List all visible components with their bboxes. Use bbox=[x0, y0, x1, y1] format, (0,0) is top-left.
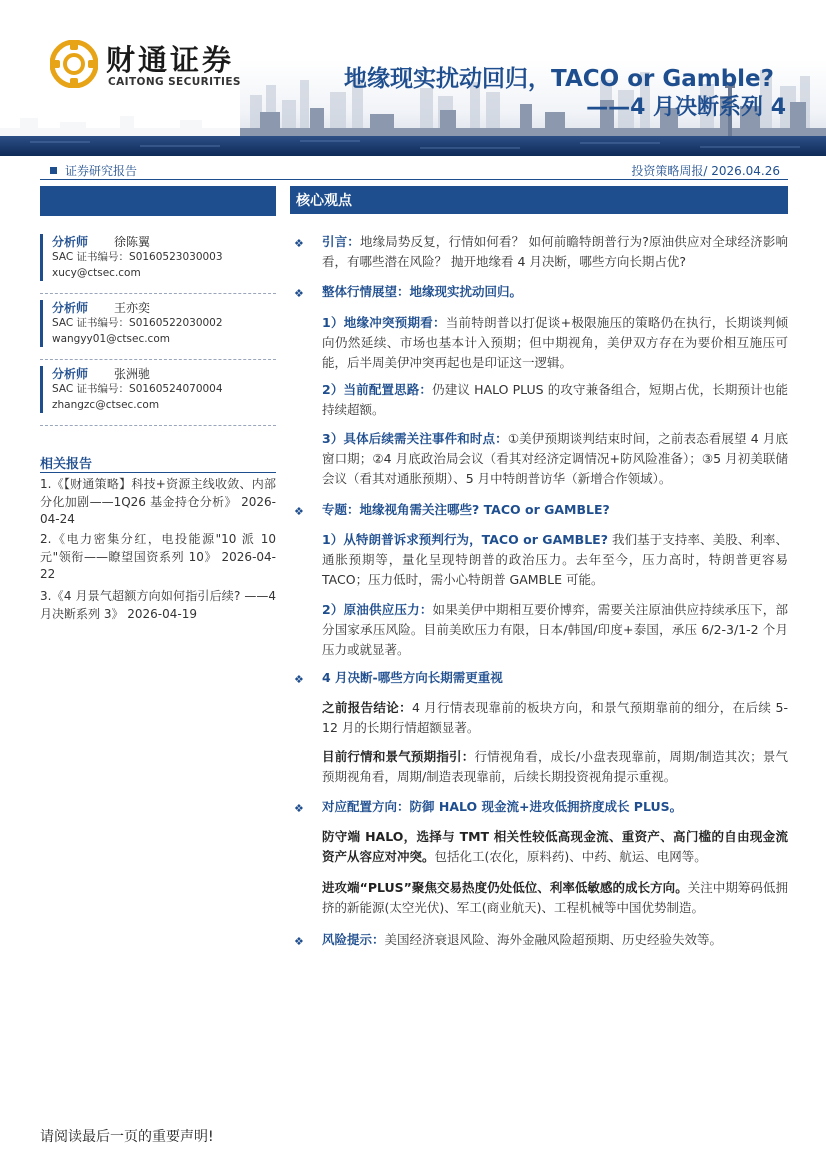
section1-p1-heading: 1）地缘冲突预期看： bbox=[322, 315, 446, 330]
diamond-bullet-icon: ❖ bbox=[294, 237, 304, 250]
analyst-email[interactable]: xucy@ctsec.com bbox=[52, 266, 141, 279]
section1-paragraph-2 bbox=[322, 380, 788, 420]
core-views-title: 核心观点 bbox=[296, 193, 352, 209]
analyst-name: 王亦奕 bbox=[114, 301, 151, 315]
related-report-item[interactable]: 3.《4 月景气超额方向如何指引后续? ——4 月决断系列 3》 2026-04-19 bbox=[40, 589, 276, 621]
analyst-card bbox=[40, 366, 276, 413]
section2-p1-heading: 1）从特朗普诉求预判行为，TACO or GAMBLE? bbox=[322, 532, 608, 547]
diamond-bullet-icon: ❖ bbox=[294, 673, 304, 686]
section-heading bbox=[322, 797, 788, 817]
section1-paragraph-3 bbox=[322, 429, 788, 489]
section3-p1-text: 4 月行情表现靠前的板块方向，和景气预期靠前的细分，在后续 5-12 月的长期行情超额显著。 bbox=[322, 700, 788, 735]
analyst-email[interactable]: wangyy01@ctsec.com bbox=[52, 332, 170, 345]
left-header-bar bbox=[40, 186, 276, 216]
analyst-sac: SAC 证书编号：S0160522030002 bbox=[52, 317, 223, 329]
section1-p1-text: 当前特朗普以打促谈+极限施压的策略仍在执行，长期谈判倾向仍然延续、市场也基本计入预期；但中期视角，美伊双方存在为要价相互施压可能，后半周美伊冲突再起也是印证这一逻辑。 bbox=[322, 315, 788, 370]
footer-disclaimer: 请阅读最后一页的重要声明! bbox=[40, 1129, 214, 1145]
report-type-label: 证券研究报告 bbox=[65, 164, 138, 178]
related-reports-title: 相关报告 bbox=[40, 457, 93, 472]
section2-paragraph-2 bbox=[322, 600, 788, 660]
analyst-divider bbox=[40, 425, 276, 427]
related-report-item[interactable]: 2.《电力密集分红，电投能源"10 派 10 元"领衔——瞭望国资系列 10》 2026-04-22 bbox=[40, 532, 276, 581]
section3-p2-text: 行情视角看，成长/小盘表现靠前，周期/制造其次；景气预期视角看，周期/制造表现靠前，后续长期投资视角提示重视。 bbox=[322, 749, 788, 784]
analyst-divider bbox=[40, 293, 276, 295]
diamond-bullet-icon: ❖ bbox=[294, 802, 304, 815]
analyst-email[interactable]: zhangzc@ctsec.com bbox=[52, 398, 160, 411]
risk-paragraph bbox=[322, 930, 788, 950]
intro-text: 地缘局势反复，行情如何看？ 如何前瞻特朗普行为?原油供应对全球经济影响看，有哪些潜在风险？ 抛开地缘看 4 月决断，哪些方向长期占优? bbox=[322, 234, 788, 269]
analyst-role: 分析师 bbox=[52, 301, 89, 315]
core-views-bar bbox=[290, 186, 788, 214]
risk-heading: 风险提示： bbox=[322, 932, 385, 947]
related-reports-divider bbox=[40, 472, 276, 473]
risk-text: 美国经济衰退风险、海外金融风险超预期、历史经验失效等。 bbox=[384, 932, 723, 947]
section1-p2-text: 仍建议 HALO PLUS 的攻守兼备组合，短期占优，长期预计也能持续超额。 bbox=[322, 382, 788, 417]
header-divider bbox=[40, 179, 788, 180]
diamond-bullet-icon: ❖ bbox=[294, 287, 304, 300]
section1-p2-heading: 2）当前配置思路： bbox=[322, 382, 433, 397]
section3-p2-heading: 目前行情和景气预期指引： bbox=[322, 749, 475, 764]
section4-p1-heading: 防守端 HALO，选择与 TMT 相关性较低高现金流、重资产、高门槛的自由现金流资产从容应对冲突。 bbox=[322, 829, 788, 864]
section4-p2-text: 关注中期筹码低拥挤的新能源(太空光伏)、军工(商业航天)、工程机械等中国优势制造。 bbox=[322, 880, 788, 915]
related-report-item[interactable]: 1.《【财通策略】科技+资源主线收敛、内部分化加剧——1Q26 基金持仓分析》 2026-04-24 bbox=[40, 477, 276, 526]
caitong-logo-icon bbox=[50, 40, 98, 88]
analyst-name: 张洲驰 bbox=[114, 367, 151, 381]
section-heading bbox=[322, 500, 788, 520]
section3-paragraph-1 bbox=[322, 698, 788, 738]
brand-name-cn: 财通证券 bbox=[106, 43, 235, 77]
section4-paragraph-1 bbox=[322, 827, 788, 867]
section1-paragraph-1 bbox=[322, 313, 788, 373]
analyst-role: 分析师 bbox=[52, 367, 89, 381]
report-meta: 投资策略周报/ 2026.04.26 bbox=[631, 164, 780, 178]
section3-heading: 4 月决断-哪些方向长期需更重视 bbox=[322, 670, 503, 685]
diamond-bullet-icon: ❖ bbox=[294, 505, 304, 518]
section-heading bbox=[322, 282, 788, 302]
report-type bbox=[50, 162, 137, 179]
section2-heading: 专题：地缘视角需关注哪些? TACO or GAMBLE? bbox=[322, 502, 610, 517]
square-bullet-icon bbox=[50, 167, 57, 174]
section3-paragraph-2 bbox=[322, 747, 788, 787]
section2-p2-text: 如果美伊中期相互要价博弈，需要关注原油供应持续承压下，部分国家承压风险。目前美欧压力有限，日本/韩国/印度+泰国，承压 6/2-3/1-2 个月压力或就显著。 bbox=[322, 602, 788, 657]
analyst-card bbox=[40, 300, 276, 347]
report-title: 地缘现实扰动回归，TACO or Gamble? bbox=[344, 66, 774, 92]
analyst-role: 分析师 bbox=[52, 235, 89, 249]
analyst-card bbox=[40, 234, 276, 281]
section3-p1-heading: 之前报告结论： bbox=[322, 700, 412, 715]
analyst-sac: SAC 证书编号：S0160523030003 bbox=[52, 251, 223, 263]
section1-p3-text: ①美伊预期谈判结束时间，之前表态看展望 4 月底窗口期；②4 月底政治局会议（看其对经济定调情况+防风险准备）；③5 月初美联储会议（看其对通胀预期）、5 月中特朗普访华（新增合作领域）。 bbox=[322, 431, 789, 486]
section1-p3-heading: 3）具体后续需关注事件和时点： bbox=[322, 431, 508, 446]
brand-name-en: CAITONG SECURITIES bbox=[108, 76, 241, 88]
section4-heading: 对应配置方向：防御 HALO 现金流+进攻低拥挤度成长 PLUS。 bbox=[322, 799, 683, 814]
intro-heading: 引言： bbox=[322, 234, 360, 249]
section4-p2-heading: 进攻端“PLUS”聚焦交易热度仍处低位、利率低敏感的成长方向。 bbox=[322, 880, 688, 895]
section-heading bbox=[322, 668, 788, 688]
analyst-divider bbox=[40, 359, 276, 361]
section2-p1-text: 我们基于支持率、美股、利率、通胀预期等，量化呈现特朗普的政治压力。去年至今，压力高时，特朗普更容易 TACO；压力低时，需小心特朗普 GAMBLE 可能。 bbox=[322, 532, 788, 587]
analyst-sac: SAC 证书编号：S0160524070004 bbox=[52, 383, 223, 395]
report-subtitle: ——4 月决断系列 4 bbox=[586, 95, 786, 120]
analyst-name: 徐陈翼 bbox=[114, 235, 151, 249]
section4-p1-text: 包括化工(农化，原料药)、中药、航运、电网等。 bbox=[434, 849, 707, 864]
section4-paragraph-2 bbox=[322, 878, 788, 918]
section1-heading: 整体行情展望：地缘现实扰动回归。 bbox=[322, 284, 523, 299]
section2-paragraph-1 bbox=[322, 530, 788, 590]
intro-paragraph bbox=[322, 232, 788, 272]
diamond-bullet-icon: ❖ bbox=[294, 935, 304, 948]
section2-p2-heading: 2）原油供应压力： bbox=[322, 602, 433, 617]
